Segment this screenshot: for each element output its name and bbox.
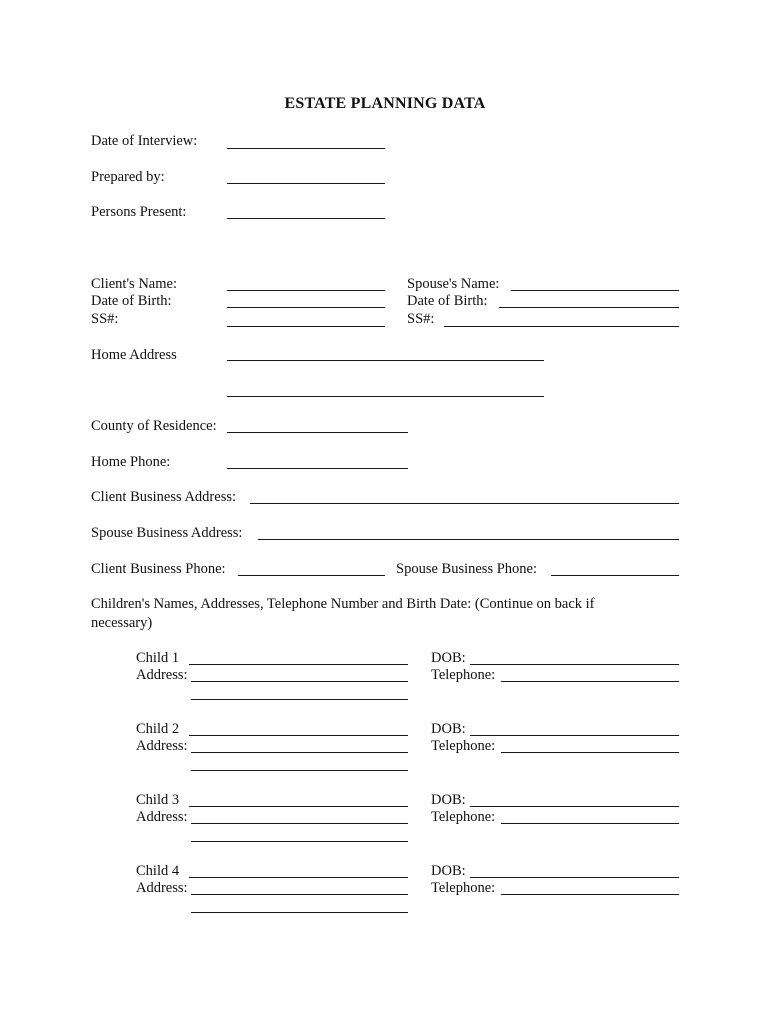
date-of-interview-field[interactable]	[227, 148, 385, 149]
home-phone-field[interactable]	[227, 468, 408, 469]
spouse-name-label: Spouse's Name:	[407, 276, 500, 292]
child-1-dob-field[interactable]	[470, 664, 679, 665]
persons-present-field[interactable]	[227, 218, 385, 219]
child-4-name-field[interactable]	[189, 877, 408, 878]
child-1-address-label: Address:	[136, 667, 188, 683]
child-1-name-field[interactable]	[189, 664, 408, 665]
child-4-telephone-field[interactable]	[501, 894, 679, 895]
child-3-address-line-2[interactable]	[191, 841, 408, 842]
home-phone-label: Home Phone:	[91, 454, 171, 470]
child-1-address-line-2[interactable]	[191, 699, 408, 700]
child-2-address-label: Address:	[136, 738, 188, 754]
spouse-business-address-label: Spouse Business Address:	[91, 525, 243, 541]
child-1-telephone-field[interactable]	[501, 681, 679, 682]
child-1-label: Child 1	[136, 650, 180, 666]
child-3-label: Child 3	[136, 792, 180, 808]
children-instructions: Children's Names, Addresses, Telephone Number and Birth Date: (Continue on back if necessary)	[91, 596, 595, 631]
home-address-label: Home Address	[91, 347, 177, 363]
spouse-dob-label: Date of Birth:	[407, 293, 488, 309]
client-business-address-label: Client Business Address:	[91, 489, 237, 505]
child-4-address-label: Address:	[136, 880, 188, 896]
spouse-business-address-field[interactable]	[258, 539, 679, 540]
child-2-telephone-label: Telephone:	[431, 738, 496, 754]
persons-present-label: Persons Present:	[91, 204, 187, 220]
child-3-dob-field[interactable]	[470, 806, 679, 807]
county-field[interactable]	[227, 432, 408, 433]
child-2-name-field[interactable]	[189, 735, 408, 736]
child-4-dob-field[interactable]	[470, 877, 679, 878]
prepared-by-label: Prepared by:	[91, 169, 165, 185]
client-name-field[interactable]	[227, 290, 385, 291]
child-2-telephone-field[interactable]	[501, 752, 679, 753]
client-business-phone-field[interactable]	[238, 575, 385, 576]
child-3-address-line-1[interactable]	[191, 823, 408, 824]
child-3-telephone-label: Telephone:	[431, 809, 496, 825]
home-address-line-2[interactable]	[227, 396, 544, 397]
form-title: ESTATE PLANNING DATA	[284, 95, 486, 112]
child-4-label: Child 4	[136, 863, 180, 879]
child-1-address-line-1[interactable]	[191, 681, 408, 682]
home-address-line-1[interactable]	[227, 360, 544, 361]
child-1-dob-label: DOB:	[431, 650, 466, 666]
client-business-address-field[interactable]	[250, 503, 679, 504]
client-name-label: Client's Name:	[91, 276, 177, 292]
client-business-phone-label: Client Business Phone:	[91, 561, 226, 577]
child-4-address-line-1[interactable]	[191, 894, 408, 895]
child-3-name-field[interactable]	[189, 806, 408, 807]
spouse-ssn-label: SS#:	[407, 311, 435, 327]
child-4-dob-label: DOB:	[431, 863, 466, 879]
county-label: County of Residence:	[91, 418, 217, 434]
client-dob-label: Date of Birth:	[91, 293, 172, 309]
child-2-dob-field[interactable]	[470, 735, 679, 736]
child-1-telephone-label: Telephone:	[431, 667, 496, 683]
child-3-address-label: Address:	[136, 809, 188, 825]
child-2-address-line-1[interactable]	[191, 752, 408, 753]
spouse-business-phone-field[interactable]	[551, 575, 679, 576]
spouse-name-field[interactable]	[511, 290, 679, 291]
client-ssn-field[interactable]	[227, 326, 385, 327]
date-of-interview-label: Date of Interview:	[91, 133, 198, 149]
spouse-ssn-field[interactable]	[444, 326, 679, 327]
child-2-dob-label: DOB:	[431, 721, 466, 737]
child-4-address-line-2[interactable]	[191, 912, 408, 913]
client-ssn-label: SS#:	[91, 311, 119, 327]
spouse-dob-field[interactable]	[499, 307, 679, 308]
client-dob-field[interactable]	[227, 307, 385, 308]
child-2-address-line-2[interactable]	[191, 770, 408, 771]
prepared-by-field[interactable]	[227, 183, 385, 184]
child-3-dob-label: DOB:	[431, 792, 466, 808]
child-4-telephone-label: Telephone:	[431, 880, 496, 896]
child-2-label: Child 2	[136, 721, 180, 737]
spouse-business-phone-label: Spouse Business Phone:	[396, 561, 537, 577]
child-3-telephone-field[interactable]	[501, 823, 679, 824]
